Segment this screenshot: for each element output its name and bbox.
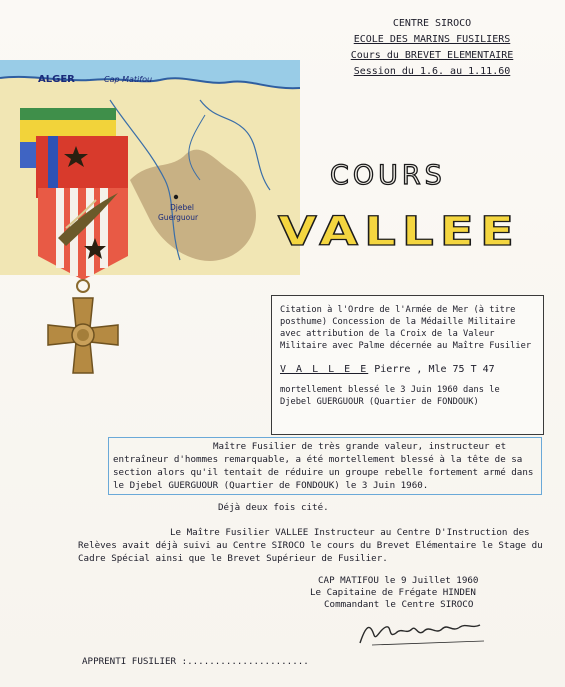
career-paragraph (78, 526, 548, 565)
signature-block (310, 575, 510, 611)
map-label-djebel: Djebel (170, 203, 194, 212)
signature-rank: Le Capitaine de Frégate HINDEN (310, 587, 476, 598)
signature-role: Commandant le Centre SIROCO (324, 599, 474, 610)
header-line-4: Session du 1.6. au 1.11.60 (353, 66, 511, 77)
handwritten-signature (352, 615, 492, 651)
course-title: COURS (330, 160, 446, 191)
document-header (332, 16, 532, 80)
citation-firstname-mle: Pierre , Mle 75 T 47 (374, 364, 495, 375)
header-line-1: CENTRE SIROCO (392, 18, 472, 29)
citation-text: Citation à l'Ordre de l'Armée de Mer (à titre posthume) Concession de la Médaille Militaire avec attribution de la Croix de la Valeur Militaire avec Palme décernée au Maître Fusilier (280, 305, 532, 351)
signature-place-date: CAP MATIFOU le 9 Juillet 1960 (318, 575, 479, 586)
career-paragraph-text: Le Maître Fusilier VALLEE Instructeur au Centre D'Instruction des Relèves avait déjà suivi au Centre SIROCO le cours du Brevet Elémentaire le Stage du Cadre Spécial ainsi que le Brevet Supérieur de Fusilier. (78, 527, 543, 564)
apprenti-fusilier-field: APPRENTI FUSILIER :...................... (82, 656, 309, 667)
map-label-guerguour: Guerguour (158, 213, 199, 222)
citation-death: mortellement blessé le 3 Juin 1960 dans le Djebel GUERGUOUR (Quartier de FONDOUK) (280, 385, 500, 407)
previous-citations: Déjà deux fois cité. (218, 502, 329, 513)
map-label-alger: ALGER (38, 74, 75, 85)
honoree-name-title: VALLEE (278, 208, 521, 255)
citation-box (271, 295, 544, 435)
citation-body-text: Maître Fusilier de très grande valeur, instructeur et entraîneur d'hommes remarquable, a été mortellement blessé à la tête de sa section alors qu'il tentait de réduire un groupe rebelle fortement armé dans le Djebel GUERGUOUR (Quartier de FONDOUK) le 3 Juin 1960. (113, 441, 534, 491)
citation-name (280, 364, 535, 376)
citation-body (70, 437, 542, 495)
citation-surname: V A L L E E (280, 364, 369, 375)
header-line-3: Cours du BREVET ELEMENTAIRE (350, 50, 514, 61)
citation-body-box (108, 437, 542, 495)
header-line-2: ECOLE DES MARINS FUSILIERS (353, 34, 511, 45)
croix-de-la-valeur-militaire-icon (18, 78, 168, 408)
map-label-cap-matifou: Cap Matifou (104, 75, 153, 84)
